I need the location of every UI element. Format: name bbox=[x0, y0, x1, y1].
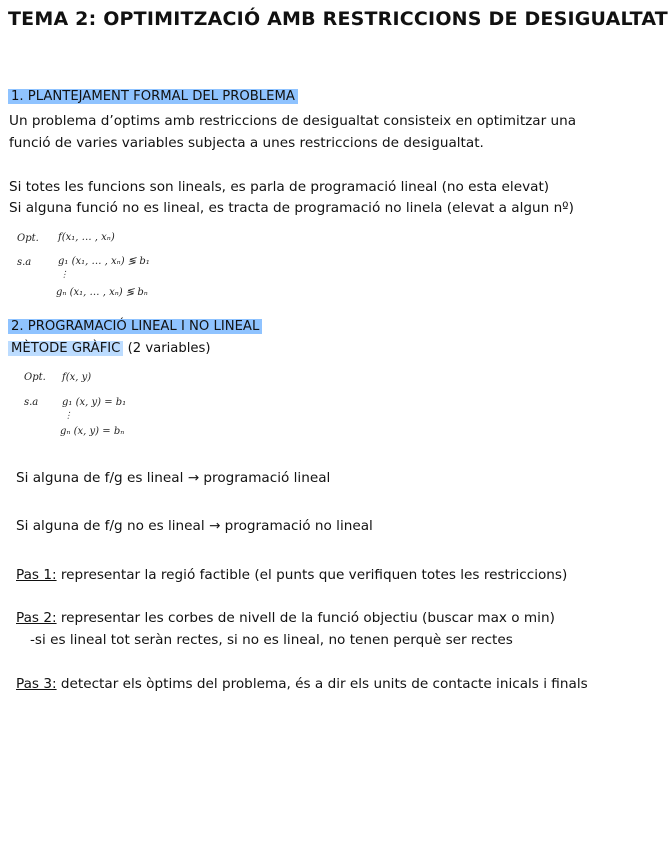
step-2-label: Pas 2: bbox=[16, 610, 57, 626]
formula-1-vertical-dots: ⋮ bbox=[60, 270, 69, 280]
linear-rule: Si alguna de f/g es lineal → programació lineal bbox=[16, 470, 331, 486]
step-3-text: detectar els òptims del problema, és a dir els units de contacte inicals i finals bbox=[60, 676, 588, 692]
section-1-para-2-line-2: Si alguna funció no es lineal, es tracta de programació no linela (elevat a algun nº) bbox=[9, 200, 574, 216]
step-2 bbox=[16, 610, 555, 626]
formula-2-constraint-n: gₙ (x, y) = bₙ bbox=[60, 426, 125, 437]
formula-1-objective: f(x₁, … , xₙ) bbox=[58, 232, 115, 243]
nonlinear-rule: Si alguna de f/g no es lineal → programació no lineal bbox=[16, 518, 373, 534]
formula-2-objective: f(x, y) bbox=[62, 372, 92, 383]
formula-1-sa-label: s.a bbox=[17, 257, 32, 268]
formula-2-sa-label: s.a bbox=[24, 397, 39, 408]
section-1-heading bbox=[8, 89, 298, 104]
step-3-label: Pas 3: bbox=[16, 676, 57, 692]
section-2-heading-text: 2. PROGRAMACIÓ LINEAL I NO LINEAL bbox=[8, 319, 262, 334]
formula-2-opt-label: Opt. bbox=[24, 372, 46, 383]
formula-1-opt-label: Opt. bbox=[17, 233, 39, 244]
page-title: TEMA 2: OPTIMITZACIÓ AMB RESTRICCIONS DE DESIGUALTAT bbox=[8, 8, 668, 30]
step-1-label: Pas 1: bbox=[16, 567, 57, 583]
step-2-text: representar les corbes de nivell de la funció objectiu (buscar max o min) bbox=[60, 610, 555, 626]
section-1-para-1-line-1: Un problema d’optims amb restriccions de desigualtat consisteix en optimitzar una bbox=[9, 113, 577, 129]
formula-1-constraint-1: g₁ (x₁, … , xₙ) ≶ b₁ bbox=[58, 256, 150, 267]
formula-2-constraint-1: g₁ (x, y) = b₁ bbox=[62, 397, 127, 408]
formula-1-constraint-n: gₙ (x₁, … , xₙ) ≶ bₙ bbox=[56, 287, 148, 298]
step-2-note: -si es lineal tot seràn rectes, si no es lineal, no tenen perquè ser rectes bbox=[30, 632, 513, 648]
section-2-subheading bbox=[8, 341, 211, 356]
step-1 bbox=[16, 567, 567, 583]
section-2-subheading-text: MÈTODE GRÀFIC bbox=[8, 341, 123, 356]
section-1-heading-text: 1. PLANTEJAMENT FORMAL DEL PROBLEMA bbox=[8, 89, 298, 104]
section-1-para-1-line-2: funció de varies variables subjecta a unes restriccions de desigualtat. bbox=[9, 135, 484, 151]
step-3 bbox=[16, 676, 588, 692]
section-2-subheading-note: (2 variables) bbox=[127, 341, 211, 356]
section-2-heading bbox=[8, 319, 262, 334]
step-1-text: representar la regió factible (el punts que verifiquen totes les restriccions) bbox=[60, 567, 568, 583]
formula-2-vertical-dots: ⋮ bbox=[64, 411, 73, 421]
section-1-para-2-line-1: Si totes les funcions son lineals, es parla de programació lineal (no esta elevat) bbox=[9, 179, 550, 195]
